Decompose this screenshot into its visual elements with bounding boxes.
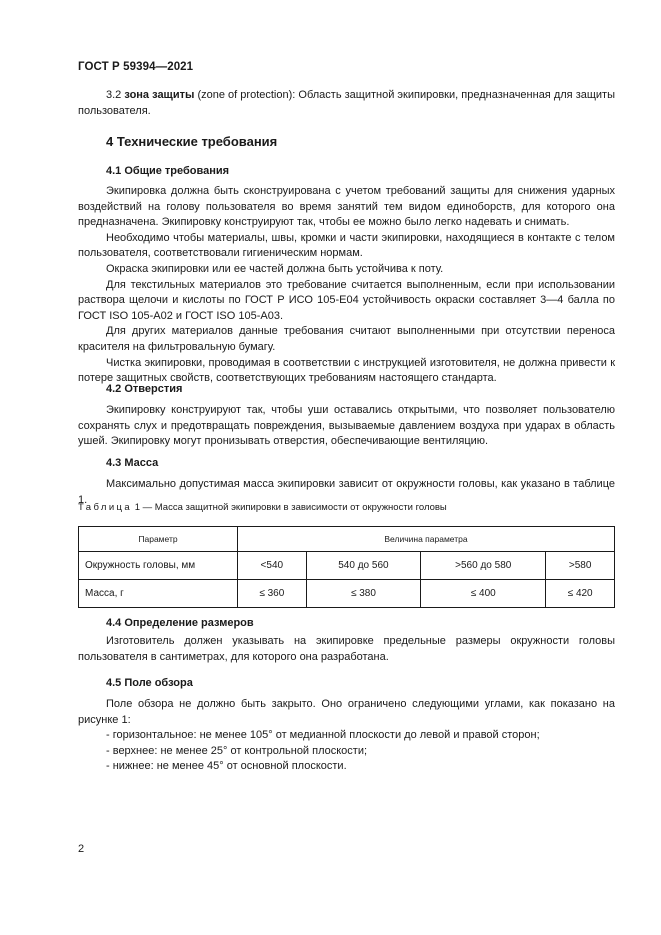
paragraph: Для текстильных материалов это требование считается выполненным, если при использовании раствора щелочи и кислоты по ГОСТ Р ИСО 105-E04 устойчивость окраски составляет 3—4 балла по ГОСТ ISO 105-A02 и ГОСТ ISO 105-A03. <box>78 278 615 322</box>
table-cell: >580 <box>546 552 615 580</box>
section-4-5-body <box>78 697 615 775</box>
definition-number: 3.2 <box>106 89 122 101</box>
paragraph: Чистка экипировки, проводимая в соответствии с инструкцией изготовителя, не должна привести к потере защитных свойств, соответствующих требованиям настоящего стандарта. <box>78 356 615 385</box>
page-number: 2 <box>78 843 85 855</box>
table-cell-param: Окружность головы, мм <box>79 552 238 580</box>
table-cell-param: Масса, г <box>79 580 238 608</box>
list-item: - нижнее: не менее 45° от основной плоскости. <box>106 760 347 773</box>
definition-term: зона защиты <box>124 89 195 101</box>
table-caption-label: Таблица <box>78 502 133 513</box>
table-header-row <box>79 527 615 552</box>
list-item: - горизонтальное: не менее 105° от медианной плоскости до левой и правой сторон; <box>106 729 540 742</box>
table-1 <box>78 526 615 608</box>
document-header: ГОСТ Р 59394—2021 <box>78 61 194 73</box>
table-cell: ≤ 360 <box>238 580 307 608</box>
list-item: - верхнее: не менее 25° от контрольной плоскости; <box>106 744 368 757</box>
section-4-2-heading: 4.2 Отверстия <box>106 383 183 395</box>
section-4-4-heading: 4.4 Определение размеров <box>106 617 254 629</box>
table-row <box>79 552 615 580</box>
section-4-5-heading: 4.5 Поле обзора <box>106 677 193 689</box>
section-4-heading: 4 Технические требования <box>106 134 278 149</box>
table-row <box>79 580 615 608</box>
table-header-param: Параметр <box>79 527 238 552</box>
section-4-2-body <box>78 403 615 450</box>
table-1-caption <box>78 502 447 513</box>
section-4-4-body <box>78 634 615 665</box>
paragraph: Для других материалов данные требования считают выполненными при отсутствии переноса красителя на фильтровальную бумагу. <box>78 325 615 353</box>
paragraph: Поле обзора не должно быть закрыто. Оно ограничено следующими углами, как показано на рисунке 1: <box>78 698 615 726</box>
table-cell: <540 <box>238 552 307 580</box>
section-4-1-heading: 4.1 Общие требования <box>106 165 230 177</box>
table-cell: >560 до 580 <box>421 552 546 580</box>
table-caption-text: 1 — Масса защитной экипировки в зависимости от окружности головы <box>132 502 447 513</box>
paragraph: Экипировку конструируют так, чтобы уши оставались открытыми, что позволяет пользователю сохранять слух и предотвращать повреждения, вызываемые давлением воздуха при ударах в область ушей. Экипировку могут пронизывать отверстия, обеспечивающие вентиляцию. <box>78 404 615 448</box>
paragraph: Окраска экипировки или ее частей должна быть устойчива к поту. <box>106 262 444 275</box>
table-cell: ≤ 400 <box>421 580 546 608</box>
paragraph: Максимально допустимая масса экипировки зависит от окружности головы, как указано в таблице 1. <box>78 478 615 506</box>
table-header-value: Величина параметра <box>238 527 615 552</box>
paragraph: Необходимо чтобы материалы, швы, кромки и части экипировки, находящиеся в контакте с телом пользователя, соответствовали гигиеническим нормам. <box>78 231 615 260</box>
paragraph: Изготовитель должен указывать на экипировке предельные размеры окружности головы пользователя в сантиметрах, для которого она разработана. <box>78 635 615 663</box>
section-4-3-heading: 4.3 Масса <box>106 457 159 469</box>
definition-3-2 <box>78 88 615 119</box>
table-cell: ≤ 380 <box>306 580 421 608</box>
section-4-1-body <box>78 184 615 387</box>
table-cell: ≤ 420 <box>546 580 615 608</box>
paragraph: Экипировка должна быть сконструирована с учетом требований защиты для снижения ударных воздействий на голову пользователя во время занятий тем видом единоборств, для которого она предназначена. Экипировку конструируют так, чтобы ее можно было легко надевать и снимать. <box>78 185 615 229</box>
definition-text: (zone of protection): Область защитной экипировки, предназначенная для защиты пользователя. <box>78 89 615 117</box>
table-cell: 540 до 560 <box>306 552 421 580</box>
